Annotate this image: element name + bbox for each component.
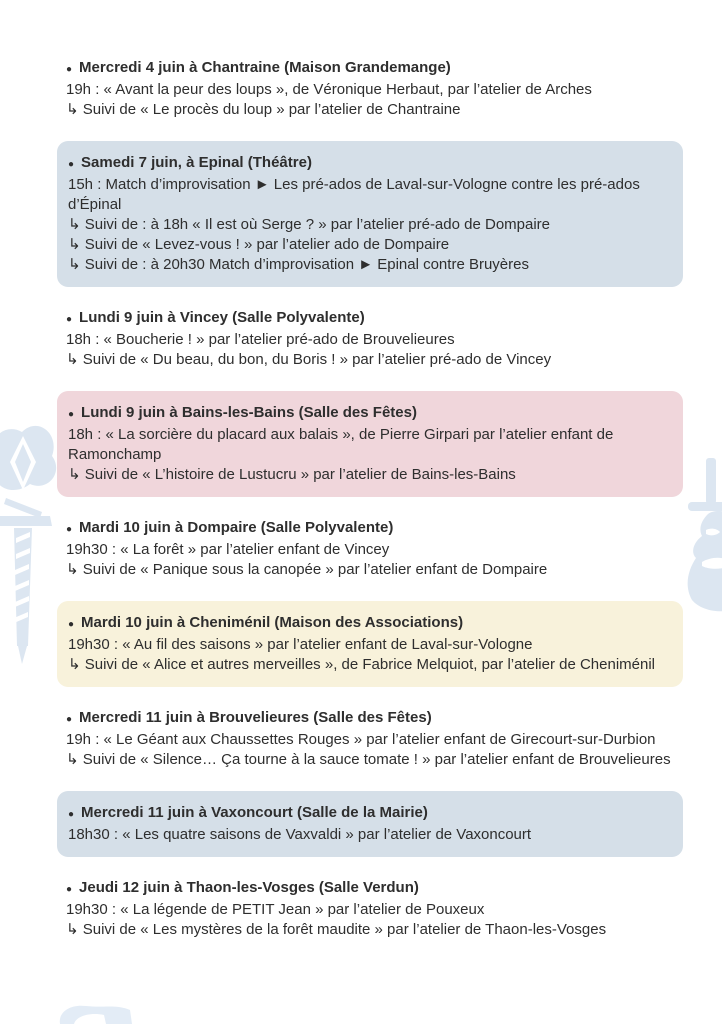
event-followup-line: ↳ Suivi de « Alice et autres merveilles », de Fabrice Melquiot, par l’atelier de Cheniménil [68, 656, 656, 673]
bullet-icon: ● [68, 809, 75, 820]
bullet-icon: ● [66, 524, 73, 535]
event-title: Samedi 7 juin, à Epinal (Théâtre) [81, 154, 312, 171]
event-followup-line: ↳ Suivi de « Les mystères de la forêt maudite » par l’atelier de Thaon-les-Vosges [66, 921, 607, 938]
event-line: 18h30 : « Les quatre saisons de Vaxvaldi » par l’atelier de Vaxoncourt [68, 826, 532, 843]
event-followup-line: ↳ Suivi de « Panique sous la canopée » par l’atelier enfant de Dompaire [66, 561, 548, 578]
event-title: Mercredi 11 juin à Vaxoncourt (Salle de la Mairie) [81, 804, 428, 821]
event-list [57, 58, 683, 961]
clipped-illustration-icon [56, 1002, 134, 1024]
event-title: Jeudi 12 juin à Thaon-les-Vosges (Salle Verdun) [79, 879, 419, 896]
event-dompaire [57, 518, 683, 580]
event-vaxoncourt [57, 791, 683, 857]
event-followup-line: ↳ Suivi de « Le procès du loup » par l’atelier de Chantraine [66, 101, 461, 118]
bullet-icon: ● [68, 159, 75, 170]
event-line: 15h : Match d’improvisation ► Les pré-ados de Laval-sur-Vologne contre les pré-ados d’Épinal [68, 176, 640, 213]
bullet-icon: ● [68, 409, 75, 420]
event-title: Mardi 10 juin à Cheniménil (Maison des Associations) [81, 614, 464, 631]
event-title: Mercredi 4 juin à Chantraine (Maison Grandemange) [79, 59, 451, 76]
event-followup-line: ↳ Suivi de « Silence… Ça tourne à la sauce tomate ! » par l’atelier enfant de Brouvelieures [66, 751, 671, 768]
event-line: 19h30 : « Au fil des saisons » par l’atelier enfant de Laval-sur-Vologne [68, 636, 533, 653]
event-followup-line: ↳ Suivi de « Levez-vous ! » par l’atelier ado de Dompaire [68, 236, 450, 253]
event-followup-line: ↳ Suivi de « L’histoire de Lustucru » par l’atelier de Bains-les-Bains [68, 466, 516, 483]
event-chenimenil [57, 601, 683, 687]
event-bains-les-bains [57, 391, 683, 497]
event-line: 19h30 : « La légende de PETIT Jean » par l’atelier de Pouxeux [66, 901, 485, 918]
bullet-icon: ● [66, 884, 73, 895]
event-chantraine [57, 58, 683, 120]
event-followup-line: ↳ Suivi de « Du beau, du bon, du Boris ! » par l’atelier pré-ado de Vincey [66, 351, 552, 368]
event-line: 18h : « La sorcière du placard aux balais », de Pierre Girpari par l’atelier enfant de Ramonchamp [68, 426, 614, 463]
bullet-icon: ● [66, 64, 73, 75]
bullet-icon: ● [66, 714, 73, 725]
event-title: Lundi 9 juin à Bains-les-Bains (Salle des Fêtes) [81, 404, 417, 421]
event-followup-line: ↳ Suivi de : à 18h « Il est où Serge ? » par l’atelier pré-ado de Dompaire [68, 216, 551, 233]
event-title: Lundi 9 juin à Vincey (Salle Polyvalente) [79, 309, 365, 326]
event-line: 19h30 : « La forêt » par l’atelier enfant de Vincey [66, 541, 390, 558]
event-title: Mardi 10 juin à Dompaire (Salle Polyvalente) [79, 519, 394, 536]
bullet-icon: ● [68, 619, 75, 630]
event-title: Mercredi 11 juin à Brouvelieures (Salle des Fêtes) [79, 709, 432, 726]
event-vincey [57, 308, 683, 370]
event-epinal [57, 141, 683, 287]
bullet-icon: ● [66, 314, 73, 325]
event-line: 19h : « Le Géant aux Chaussettes Rouges » par l’atelier enfant de Girecourt-sur-Durbion [66, 731, 656, 748]
event-line: 18h : « Boucherie ! » par l’atelier pré-ado de Brouvelieures [66, 331, 455, 348]
event-brouvelieures [57, 708, 683, 770]
event-line: 19h : « Avant la peur des loups », de Véronique Herbaut, par l’atelier de Arches [66, 81, 592, 98]
event-thaon-les-vosges [57, 878, 683, 940]
event-followup-line: ↳ Suivi de : à 20h30 Match d’improvisation ► Epinal contre Bruyères [68, 256, 529, 273]
